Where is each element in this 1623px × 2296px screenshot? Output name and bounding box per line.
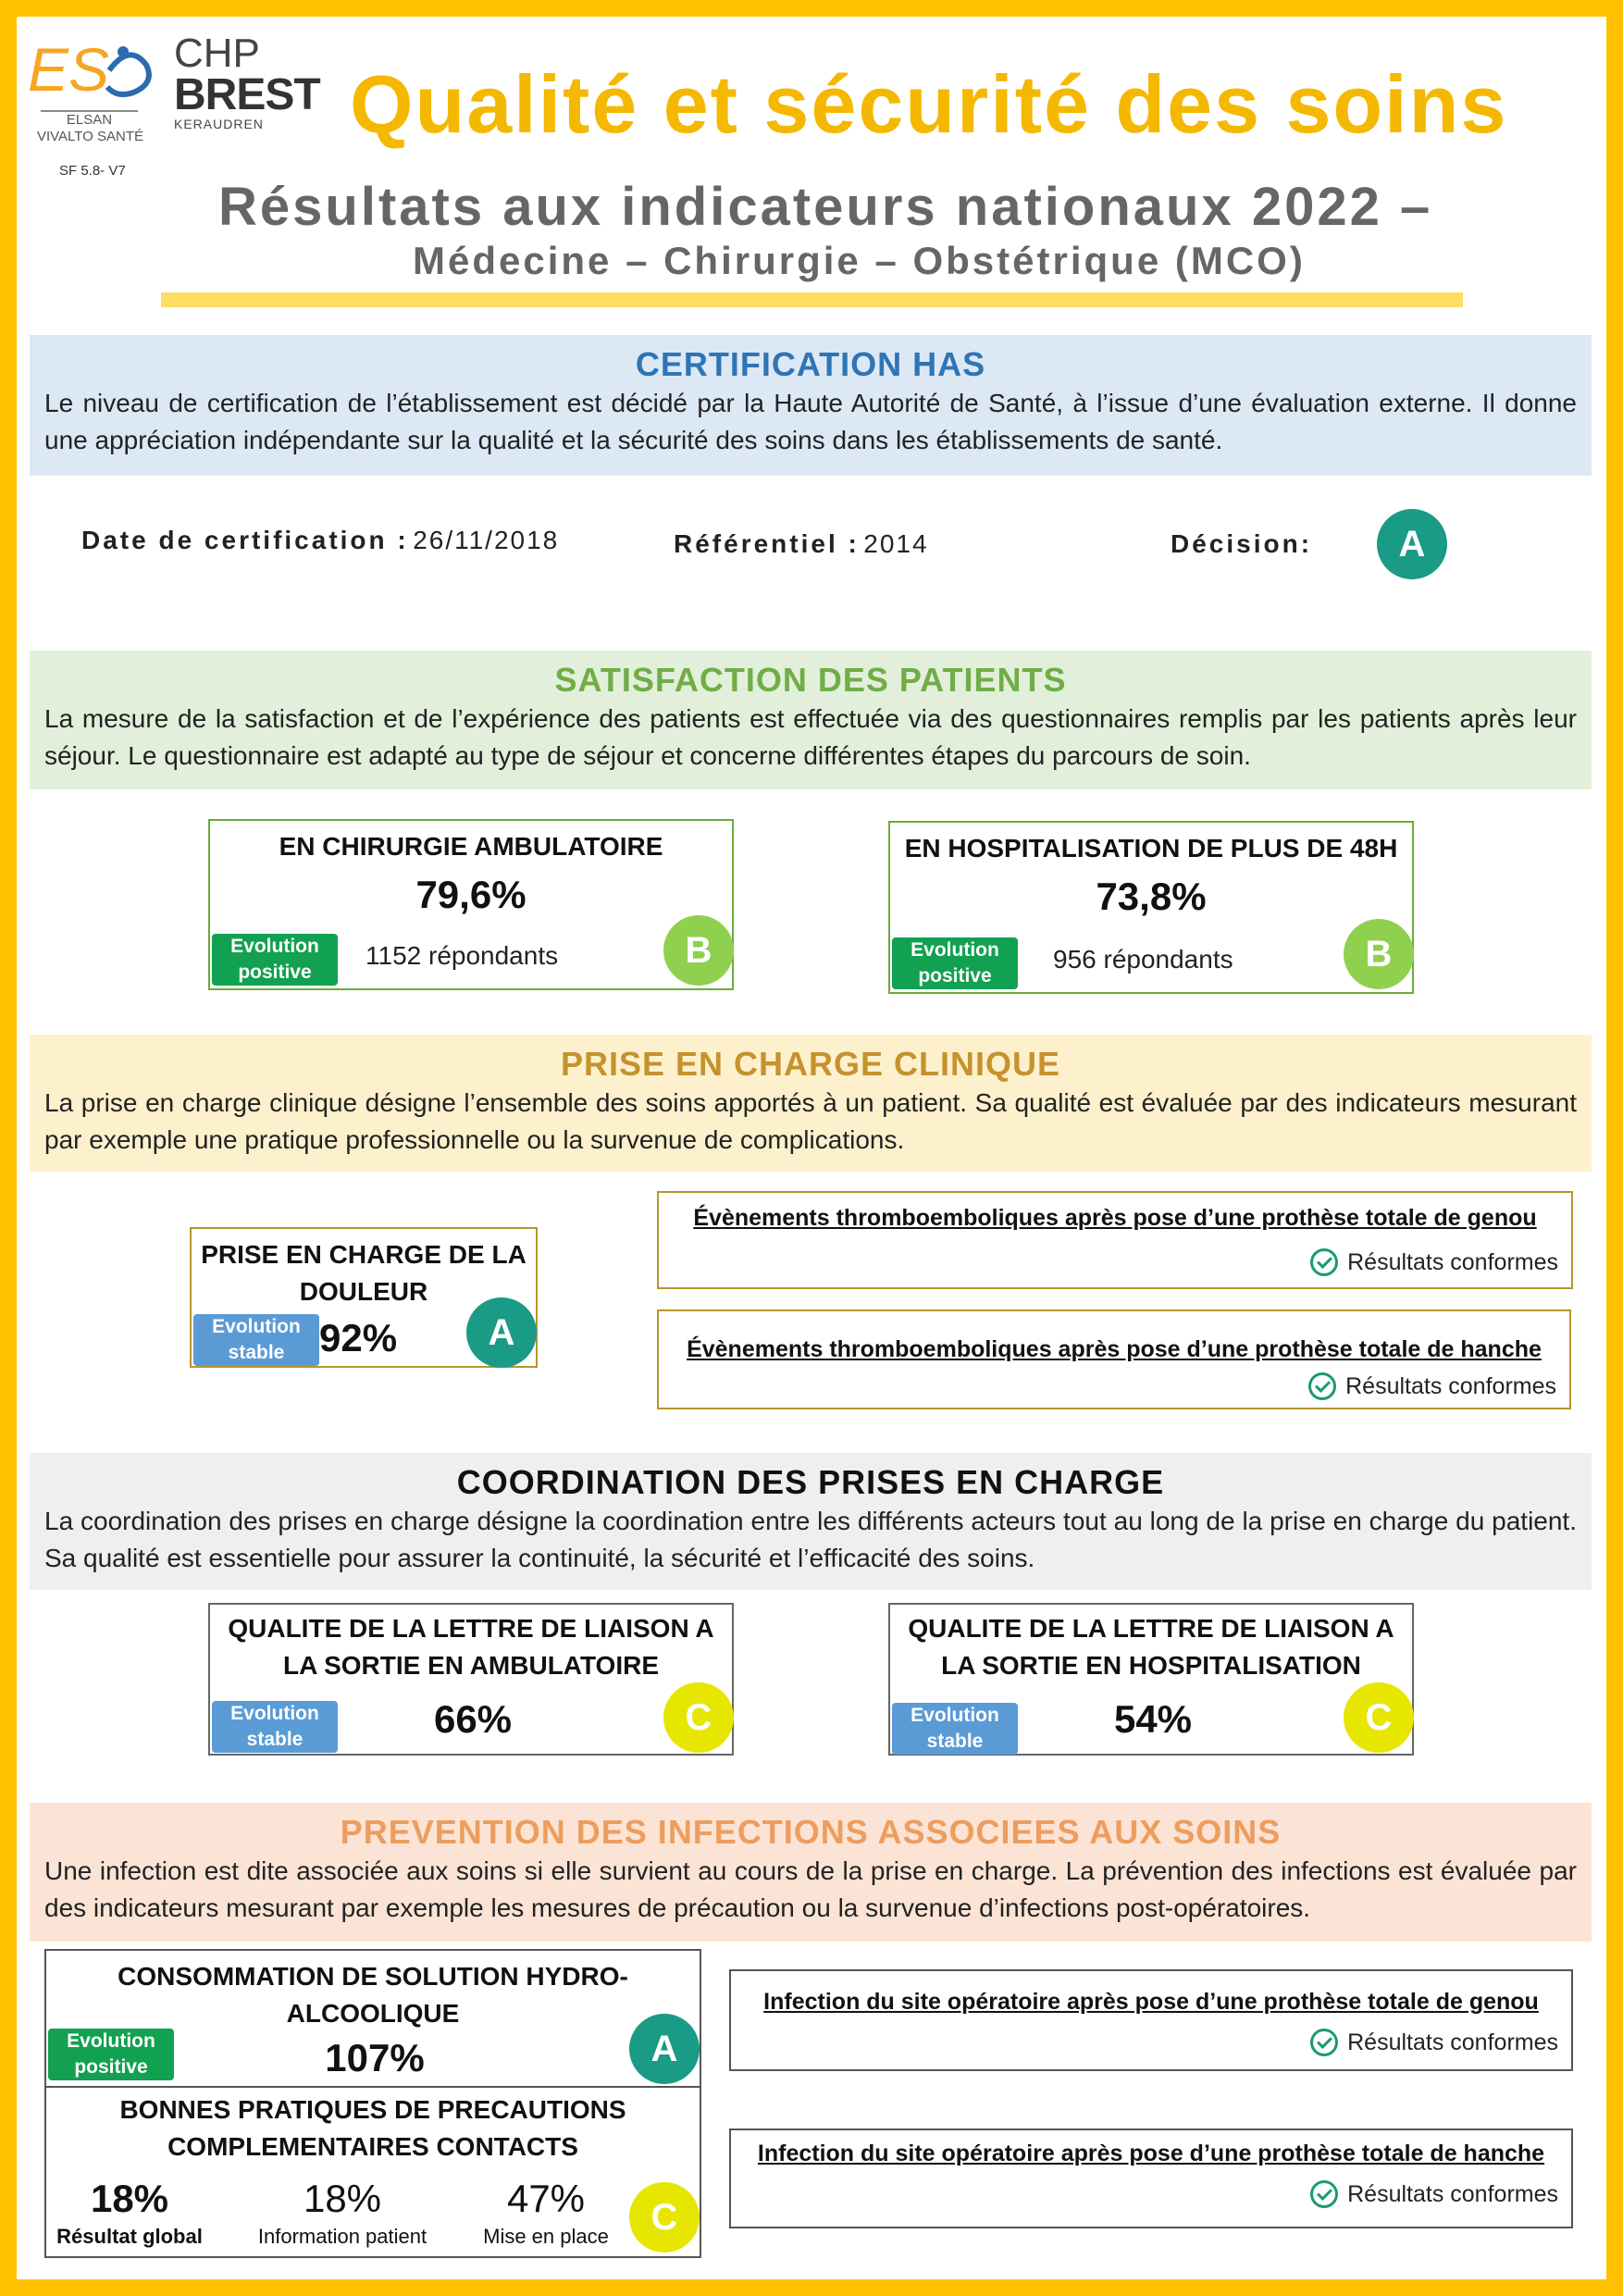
evolution-word: Evolution: [911, 939, 999, 961]
card-title: [192, 1236, 536, 1310]
card-value: 54%: [1113, 1697, 1193, 1741]
card-title-line: DOULEUR: [299, 1277, 428, 1306]
sha-card: [44, 1949, 701, 2086]
certification-date: [81, 526, 559, 555]
satisfaction-title: SATISFACTION DES PATIENTS: [554, 661, 1067, 699]
check-circle-icon: [1310, 2180, 1338, 2208]
evolution-status: stable: [228, 1342, 285, 1363]
card-value: 73,8%: [1096, 875, 1207, 918]
card-title-line: QUALITE DE LA LETTRE DE LIAISON A: [908, 1614, 1394, 1643]
bp-card: [44, 2086, 701, 2258]
evolution-badge: [892, 937, 1018, 989]
bp-info-value: 18%: [303, 2177, 382, 2220]
infections-section: [30, 1803, 1592, 1942]
evolution-status: stable: [926, 1731, 984, 1752]
card-value: 107%: [325, 2036, 425, 2079]
chp-text: CHP: [174, 31, 260, 76]
result-title: Évènements thromboemboliques après pose d’une prothèse totale de hanche: [687, 1336, 1542, 1362]
result-thrombo-hanche: [657, 1309, 1571, 1409]
coordination-card-hospitalisation: [888, 1603, 1414, 1756]
result-status: [1310, 1248, 1558, 1276]
clinique-text: La prise en charge clinique désigne l’ensemble des soins apportés à un patient. Sa qualité est évaluée par des indicateurs mesurant par exemple une pratique professionnelle ou la survenue de complications.: [44, 1088, 1577, 1154]
card-grade-badge: A: [629, 2014, 700, 2084]
svg-text:ES: ES: [28, 35, 110, 104]
card-title-line: LA SORTIE EN HOSPITALISATION: [941, 1651, 1361, 1680]
decision-label: Décision:: [1171, 529, 1313, 558]
evolution-status: positive: [918, 965, 992, 987]
result-infection-hanche: [729, 2128, 1573, 2228]
infections-text: Une infection est dite associée aux soins si elle survient au cours de la prise en charge. La prévention des infections est évaluée par des indicateurs mesurant par exemple les mesures de précaution ou la survenue d’infections post-opératoires.: [44, 1856, 1577, 1922]
result-status-text: Résultats conformes: [1347, 2180, 1558, 2207]
card-value: 66%: [433, 1697, 513, 1741]
coordination-section: [30, 1453, 1592, 1590]
result-status: [1310, 2029, 1558, 2056]
card-title-line: COMPLEMENTAIRES CONTACTS: [167, 2132, 578, 2161]
clinique-section: [30, 1035, 1592, 1172]
date-label: Date de certification :: [81, 526, 409, 554]
ref-label: Référentiel :: [674, 529, 860, 558]
result-infection-genou: [729, 1969, 1573, 2071]
card-respondents: 1152 répondants: [365, 941, 559, 970]
page-subtitle: Résultats aux indicateurs nationaux 2022 –: [218, 177, 1433, 237]
bp-mise-label: Mise en place: [483, 2225, 609, 2248]
satisfaction-card-ambulatoire: [208, 819, 734, 990]
card-grade-badge: B: [663, 915, 734, 986]
evolution-status: positive: [238, 962, 312, 983]
certification-section: [30, 335, 1592, 476]
evolution-word: Evolution: [911, 1705, 999, 1726]
date-value: 26/11/2018: [413, 526, 560, 554]
result-status-text: Résultats conformes: [1345, 1372, 1556, 1399]
check-circle-icon: [1310, 1248, 1338, 1276]
coordination-text: La coordination des prises en charge désigne la coordination entre les différents acteurs tout au long de la prise en charge du patient. Sa qualité est essentielle pour assurer la continuité, la sécurité et l’efficacité des soins.: [44, 1507, 1577, 1572]
decision-grade-badge: A: [1377, 509, 1447, 579]
evolution-status: stable: [246, 1729, 304, 1750]
card-grade-badge: C: [663, 1682, 734, 1753]
keraudren-text: KERAUDREN: [174, 117, 264, 131]
coordination-title: COORDINATION DES PRISES EN CHARGE: [456, 1463, 1165, 1501]
bp-info-label: Information patient: [257, 2225, 427, 2248]
certification-referentiel: [674, 529, 929, 559]
title-underline: [161, 292, 1463, 307]
logo-elsan-text: ELSAN: [66, 112, 113, 128]
brest-text: BREST: [174, 70, 320, 119]
evolution-word: Evolution: [230, 1703, 319, 1724]
card-title: [210, 1610, 732, 1684]
coordination-card-ambulatoire: [208, 1603, 734, 1756]
card-grade-badge: C: [1344, 1682, 1414, 1753]
card-value: 79,6%: [415, 873, 527, 916]
result-thrombo-genou: [657, 1191, 1573, 1289]
evolution-status: positive: [74, 2056, 148, 2078]
card-title-line: ALCOOLIQUE: [286, 1999, 460, 2028]
card-title-line: QUALITE DE LA LETTRE DE LIAISON A: [228, 1614, 714, 1643]
page-title: Qualité et sécurité des soins: [350, 58, 1508, 150]
ref-value: 2014: [863, 529, 929, 558]
card-title-line: PRISE EN CHARGE DE LA: [201, 1240, 527, 1269]
result-title: Évènements thromboemboliques après pose d’une prothèse totale de genou: [693, 1205, 1537, 1231]
check-circle-icon: [1308, 1372, 1336, 1400]
evolution-word: Evolution: [230, 936, 319, 957]
result-status: [1310, 2180, 1558, 2208]
bp-global-value: 18%: [90, 2177, 169, 2220]
page-subtitle-mco: Médecine – Chirurgie – Obstétrique (MCO): [413, 239, 1306, 282]
card-grade-badge: A: [466, 1297, 537, 1368]
card-title: [46, 2091, 700, 2166]
card-title: [890, 1610, 1412, 1684]
result-title: Infection du site opératoire après pose d’une prothèse totale de hanche: [757, 2141, 1545, 2166]
bp-mise-value: 47%: [506, 2177, 586, 2220]
card-title: EN HOSPITALISATION DE PLUS DE 48H: [904, 834, 1398, 863]
card-title-line: CONSOMMATION DE SOLUTION HYDRO-: [118, 1962, 628, 1991]
douleur-card: [190, 1227, 538, 1368]
elsan-vivalto-logo: [28, 33, 153, 143]
result-status: [1308, 1372, 1556, 1400]
version-label: SF 5.8- V7: [59, 163, 126, 179]
result-title: Infection du site opératoire après pose d’une prothèse totale de genou: [763, 1989, 1539, 2015]
logo-vivalto-text: VIVALTO SANTÉ: [36, 129, 144, 144]
infections-title: PREVENTION DES INFECTIONS ASSOCIEES AUX SOINS: [340, 1813, 1282, 1851]
satisfaction-card-hospitalisation: [888, 821, 1414, 994]
satisfaction-text: La mesure de la satisfaction et de l’expérience des patients est effectuée via des questionnaires remplis par les patients après leur séjour. Le questionnaire est adapté au type de séjour et concerne différentes étapes du parcours de soin.: [44, 704, 1577, 770]
certification-decision: [1171, 529, 1312, 559]
result-status-text: Résultats conformes: [1347, 1248, 1558, 1275]
card-value: 92%: [319, 1316, 398, 1359]
card-title: [46, 1958, 700, 2032]
card-title: EN CHIRURGIE AMBULATOIRE: [279, 832, 663, 861]
bp-grade-badge: C: [629, 2182, 700, 2253]
clinique-title: PRISE EN CHARGE CLINIQUE: [560, 1045, 1061, 1083]
card-title-line: BONNES PRATIQUES DE PRECAUTIONS: [119, 2095, 626, 2124]
card-title-line: LA SORTIE EN AMBULATOIRE: [283, 1651, 659, 1680]
bp-global-label: Résultat global: [56, 2225, 203, 2248]
evolution-badge: [193, 1314, 319, 1366]
result-status-text: Résultats conformes: [1347, 2029, 1558, 2055]
es-logo-icon: [28, 33, 153, 105]
card-respondents: 956 répondants: [1053, 945, 1233, 974]
satisfaction-section: [30, 651, 1592, 789]
evolution-word: Evolution: [67, 2030, 155, 2052]
certification-text: Le niveau de certification de l’établissement est décidé par la Haute Autorité de Santé, à l’issue d’une évaluation externe. Il donne une appréciation indépendante sur la qualité et la sécurité des soins dans les établissements de santé.: [44, 389, 1577, 454]
evolution-badge: [212, 934, 338, 986]
card-grade-badge: B: [1344, 919, 1414, 989]
certification-title: CERTIFICATION HAS: [635, 345, 986, 383]
check-circle-icon: [1310, 2029, 1338, 2056]
chp-brest-logo: [174, 33, 322, 143]
evolution-word: Evolution: [212, 1316, 301, 1337]
